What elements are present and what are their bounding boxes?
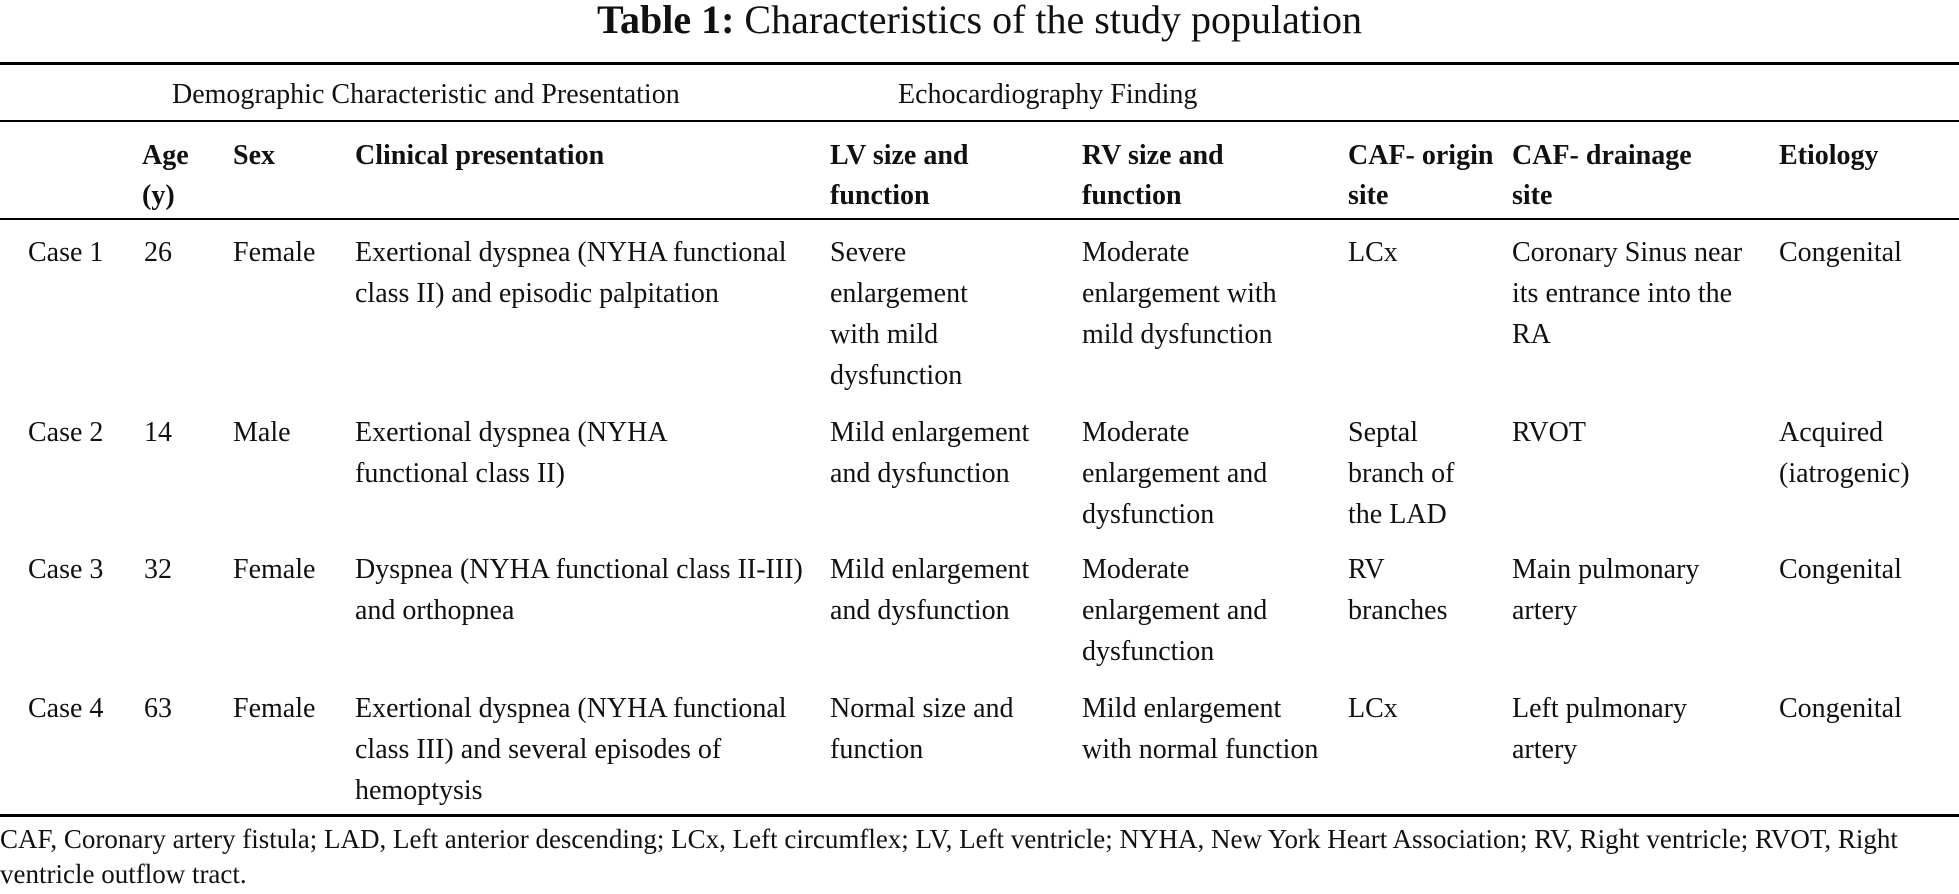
table-label: Table 1: bbox=[596, 0, 735, 42]
table-caption: Characteristics of the study population bbox=[744, 0, 1363, 42]
row4-etiology: Congenital bbox=[1779, 693, 1902, 724]
row1-drainage: Coronary Sinus near its entrance into the RA bbox=[1512, 237, 1743, 350]
row4-rv: Mild enlargement with normal function bbox=[1082, 693, 1319, 765]
row1-sex: Female bbox=[233, 237, 316, 268]
row3-drainage: Main pulmonary artery bbox=[1512, 554, 1700, 626]
row1-etiology: Congenital bbox=[1779, 237, 1902, 268]
row4-drainage: Left pulmonary artery bbox=[1512, 693, 1687, 765]
header-clinical: Clinical presentation bbox=[355, 140, 605, 171]
row2-age: 14 bbox=[144, 417, 172, 448]
row2-sex: Male bbox=[233, 417, 291, 448]
header-age: Age (y) bbox=[142, 140, 189, 211]
group-header-echo: Echocardiography Finding bbox=[898, 79, 1198, 110]
row1-lv: Severe enlargement with mild dysfunction bbox=[830, 237, 968, 391]
header-rv: RV size and function bbox=[1082, 140, 1224, 211]
header-drainage: CAF- drainage site bbox=[1512, 140, 1692, 211]
row1-origin: LCx bbox=[1348, 237, 1398, 268]
row3-lv: Mild enlargement and dysfunction bbox=[830, 554, 1030, 626]
row2-clinical: Exertional dyspnea (NYHA functional class II) bbox=[355, 417, 667, 489]
row4-clinical: Exertional dyspnea (NYHA functional class III) and several episodes of hemoptysis bbox=[355, 693, 787, 806]
row3-rv: Moderate enlargement and dysfunction bbox=[1082, 554, 1268, 667]
header-sex: Sex bbox=[233, 140, 275, 171]
row3-etiology: Congenital bbox=[1779, 554, 1902, 585]
row2-rv: Moderate enlargement and dysfunction bbox=[1082, 417, 1268, 530]
header-origin: CAF- origin site bbox=[1348, 140, 1494, 211]
row2-origin: Septal branch of the LAD bbox=[1348, 417, 1455, 530]
row4-origin: LCx bbox=[1348, 693, 1398, 724]
row3-case: Case 3 bbox=[28, 554, 104, 585]
table-footnote: CAF, Coronary artery fistula; LAD, Left anterior descending; LCx, Left circumflex; LV, Left ventricle; NYHA, New York Heart Association; RV, Right ventricle; RVOT, Right ventricle outflow tract. bbox=[0, 824, 1898, 889]
row3-age: 32 bbox=[144, 554, 172, 585]
row2-etiology: Acquired (iatrogenic) bbox=[1779, 417, 1910, 489]
row2-drainage: RVOT bbox=[1512, 417, 1586, 448]
group-rule bbox=[0, 120, 1959, 122]
row1-rv: Moderate enlargement with mild dysfunction bbox=[1082, 237, 1277, 350]
table-title bbox=[0, 0, 1959, 40]
header-etiology: Etiology bbox=[1779, 140, 1879, 171]
row4-sex: Female bbox=[233, 693, 316, 724]
group-header-demographic: Demographic Characteristic and Presentation bbox=[172, 79, 680, 110]
top-rule bbox=[0, 62, 1959, 65]
row1-clinical: Exertional dyspnea (NYHA functional class II) and episodic palpitation bbox=[355, 237, 787, 309]
row1-case: Case 1 bbox=[28, 237, 104, 268]
row1-age: 26 bbox=[144, 237, 172, 268]
row4-lv: Normal size and function bbox=[830, 693, 1014, 765]
row3-sex: Female bbox=[233, 554, 316, 585]
header-rule bbox=[0, 218, 1959, 220]
row3-origin: RV branches bbox=[1348, 554, 1448, 626]
row2-case: Case 2 bbox=[28, 417, 104, 448]
header-lv: LV size and function bbox=[830, 140, 969, 211]
bottom-rule bbox=[0, 814, 1959, 817]
row4-case: Case 4 bbox=[28, 693, 104, 724]
row4-age: 63 bbox=[144, 693, 172, 724]
row3-clinical: Dyspnea (NYHA functional class II-III) and orthopnea bbox=[355, 554, 803, 626]
row2-lv: Mild enlargement and dysfunction bbox=[830, 417, 1030, 489]
